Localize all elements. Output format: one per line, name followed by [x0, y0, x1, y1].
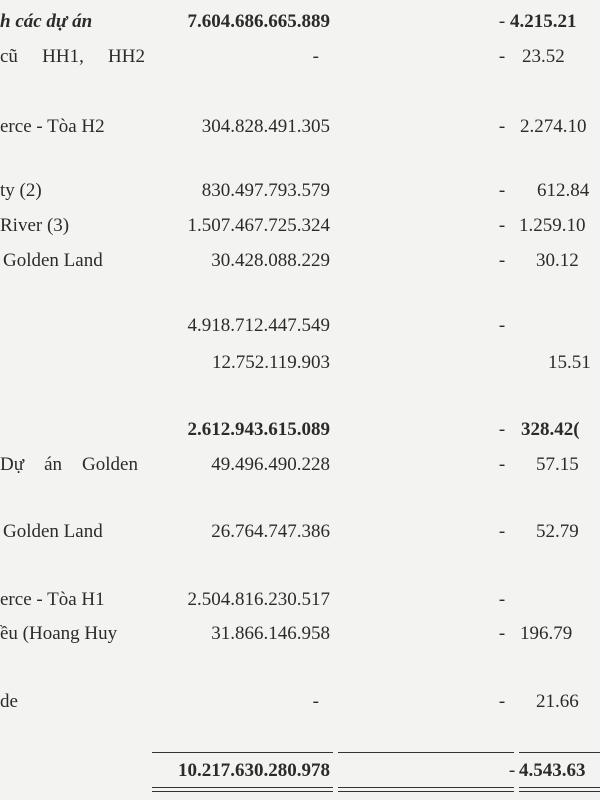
row-label: de: [0, 691, 18, 712]
row-value-current: 2.504.816.230.517: [187, 589, 330, 610]
row-value-current: 12.752.119.903: [211, 352, 330, 373]
row-value-current: 2.612.943.615.089: [187, 419, 330, 440]
table-row: [0, 214, 600, 238]
total-double-underline-prior-1: [519, 787, 600, 788]
row-label: Golden Land: [3, 521, 103, 542]
table-row: [0, 249, 600, 273]
row-label: ều (Hoang Huy: [0, 623, 118, 644]
row-value-prior: 23.52: [522, 46, 565, 67]
row-value-prior: 196.79: [520, 623, 573, 644]
row-value-dash: -: [498, 116, 506, 137]
row-value-prior: 2.274.10: [520, 116, 587, 137]
total-value-dash: -: [508, 760, 516, 781]
row-value-dash: -: [498, 11, 506, 32]
row-value-current: 49.496.490.228: [211, 454, 330, 475]
row-value-prior: 57.15: [536, 454, 579, 475]
row-label: ty (2): [0, 180, 42, 201]
row-value-prior: 4.215.21: [510, 11, 577, 32]
row-value-current: 304.828.491.305: [201, 116, 330, 137]
row-label: h các dự án: [0, 11, 93, 32]
row-label: River (3): [0, 215, 70, 236]
total-double-underline-current-1: [152, 787, 333, 788]
total-double-underline-prior-2: [519, 791, 600, 792]
table-row: [0, 690, 600, 714]
total-value-current: 10.217.630.280.978: [178, 760, 330, 781]
row-value-dash: -: [498, 589, 506, 610]
row-value-dash: -: [498, 46, 506, 67]
row-value-current: -: [312, 691, 319, 712]
row-value-dash: -: [498, 454, 506, 475]
row-value-prior: 30.12: [536, 250, 579, 271]
table-row: [0, 453, 600, 477]
row-value-prior: 612.84: [537, 180, 590, 201]
row-value-dash: -: [498, 315, 506, 336]
total-double-underline-middle-2: [338, 791, 514, 792]
total-top-rule-middle: [338, 752, 514, 753]
total-row: [0, 759, 600, 783]
row-label: erce - Tòa H1: [0, 589, 105, 610]
table-row: [0, 179, 600, 203]
table-row: [0, 418, 600, 442]
table-row: [0, 622, 600, 646]
table-row: [0, 45, 600, 69]
table-row: [0, 10, 600, 34]
row-value-current: 1.507.467.725.324: [187, 215, 330, 236]
row-label: cũ HH1, HH2: [0, 46, 145, 67]
table-row: [0, 520, 600, 544]
row-value-current: 7.604.686.665.889: [187, 11, 330, 32]
row-label: erce - Tòa H2: [0, 116, 105, 137]
row-value-current: 830.497.793.579: [201, 180, 330, 201]
row-value-current: 30.428.088.229: [211, 250, 330, 271]
total-double-underline-middle-1: [338, 787, 514, 788]
table-row: [0, 115, 600, 139]
total-top-rule-current: [152, 752, 333, 753]
row-value-prior: 52.79: [536, 521, 579, 542]
row-value-current: 4.918.712.447.549: [187, 315, 330, 336]
row-value-dash: -: [498, 691, 506, 712]
table-row: [0, 314, 600, 338]
total-value-prior: 4.543.63: [519, 760, 586, 781]
row-label: Dự án Golden: [0, 454, 138, 475]
table-row: [0, 588, 600, 612]
row-value-dash: -: [498, 623, 506, 644]
row-value-prior: 328.42(: [521, 419, 580, 440]
row-value-current: -: [312, 46, 319, 67]
row-value-prior: 21.66: [536, 691, 579, 712]
row-value-dash: -: [498, 180, 506, 201]
row-value-dash: -: [498, 521, 506, 542]
row-value-current: 26.764.747.386: [211, 521, 330, 542]
row-label: Golden Land: [3, 250, 103, 271]
row-value-dash: -: [498, 215, 506, 236]
total-top-rule-prior: [519, 752, 600, 753]
row-value-dash: -: [498, 419, 506, 440]
total-double-underline-current-2: [152, 791, 333, 792]
table-row: [0, 351, 600, 375]
row-value-dash: -: [498, 250, 506, 271]
row-value-prior: 1.259.10: [519, 215, 586, 236]
row-value-current: 31.866.146.958: [211, 623, 330, 644]
row-value-prior: 15.51: [548, 352, 591, 373]
